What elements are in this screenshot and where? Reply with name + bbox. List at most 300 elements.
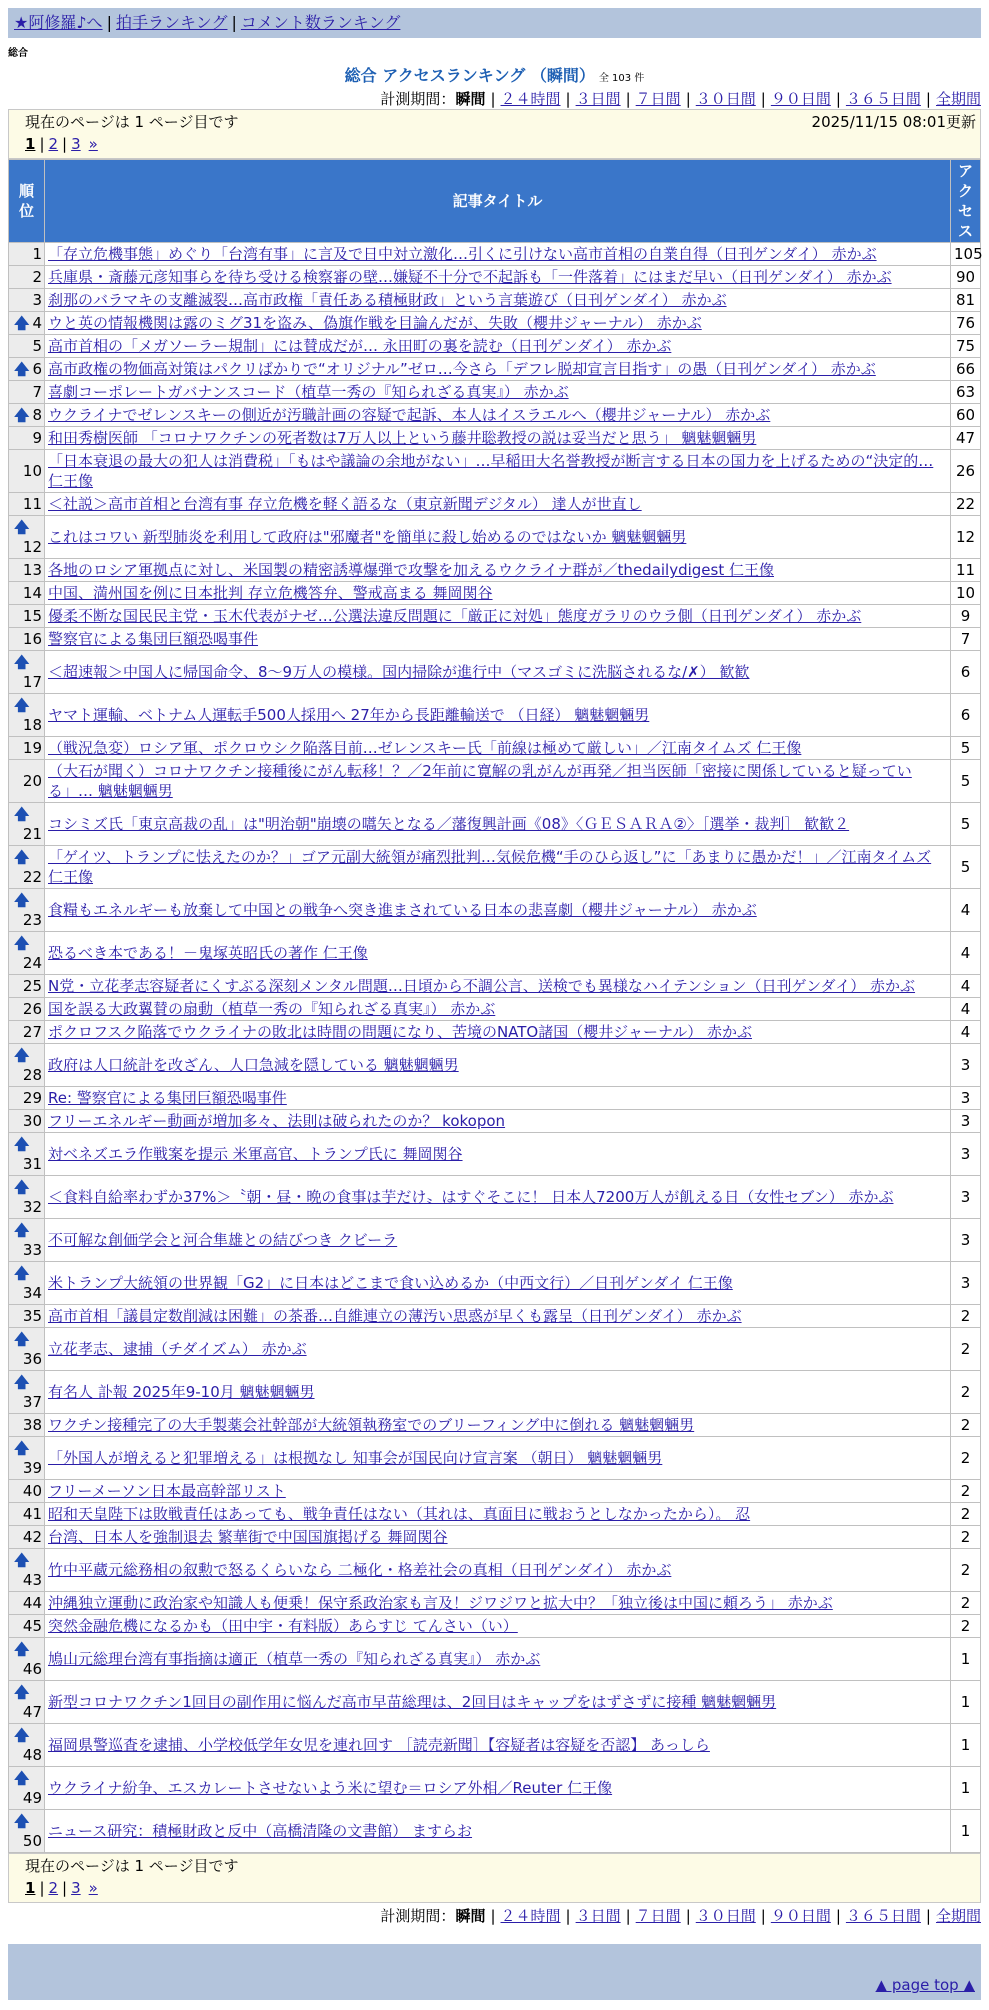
table-row — [9, 335, 981, 358]
access-count: 4 — [951, 975, 981, 998]
period-selector — [8, 89, 981, 109]
article-link[interactable]: ウクライナでゼレンスキーの側近が汚職計画の容疑で起訴、本人はイスラエルへ（櫻井ジャーナル） 赤かぶ — [48, 406, 771, 424]
rank-number: 23 — [22, 911, 42, 929]
rank-number: 36 — [22, 1350, 42, 1368]
nav-separator: | — [231, 13, 237, 32]
access-count: 5 — [951, 803, 981, 846]
access-count: 11 — [951, 559, 981, 582]
access-count: 10 — [951, 582, 981, 605]
title-cell — [45, 1503, 951, 1526]
pager — [25, 134, 976, 154]
access-count: 22 — [951, 493, 981, 516]
home-link[interactable]: ★阿修羅♪へ — [14, 13, 103, 32]
updated-timestamp: 2025/11/15 08:01更新 — [811, 113, 976, 131]
rank-cell — [9, 605, 45, 628]
period-link[interactable]: ９０日間 — [770, 90, 831, 108]
rank-header: 順位 — [9, 160, 45, 243]
up-arrow-icon: 🡅 — [14, 1439, 30, 1457]
title-cell — [45, 628, 951, 651]
rank-number: 18 — [22, 716, 42, 734]
article-link[interactable]: 「ゲイツ、トランプに怯えたのか？」ゴア元副大統領が痛烈批判…気候危機“手のひら返し”に「あまりに愚かだ！」／江南タイムズ 仁王像 — [48, 848, 932, 886]
table-row — [9, 1305, 981, 1328]
rank-number: 20 — [22, 772, 42, 790]
article-link[interactable]: ポクロフスク陥落でウクライナの敗北は時間の問題になり、苦境のNATO諸国（櫻井ジャーナル） 赤かぶ — [48, 1023, 752, 1041]
article-link[interactable]: （戦況急変）ロシア軍、ポクロウシク陥落目前…ゼレンスキー氏「前線は極めて厳しい」／江南タイムズ 仁王像 — [48, 739, 802, 757]
up-arrow-icon: 🡅 — [14, 406, 30, 424]
access-count: 1 — [951, 1810, 981, 1853]
title-cell — [45, 1681, 951, 1724]
access-count: 9 — [951, 605, 981, 628]
article-link[interactable]: 兵庫県・斎藤元彦知事らを待ち受ける検察審の壁…嫌疑不十分で不起訴も「一件落着」にはまだ早い（日刊ゲンダイ） 赤かぶ — [48, 268, 892, 286]
rank-number: 8 — [32, 406, 42, 424]
table-row — [9, 266, 981, 289]
access-count: 1 — [951, 1638, 981, 1681]
rank-cell — [9, 1087, 45, 1110]
up-arrow-icon: 🡅 — [14, 518, 30, 536]
rank-number: 14 — [22, 584, 42, 602]
article-link[interactable]: 竹中平蔵元総務相の叙勲で怒るくらいなら 二極化・格差社会の真相（日刊ゲンダイ） 赤かぶ — [48, 1561, 672, 1579]
title-cell — [45, 1480, 951, 1503]
article-link[interactable]: 立花孝志、逮捕（チダイズム） 赤かぶ — [48, 1340, 307, 1358]
article-link[interactable]: 沖縄独立運動に政治家や知識人も便乗！保守系政治家も言及！ジワジワと拡大中？「独立後は中国に頼ろう」 赤かぶ — [48, 1594, 833, 1612]
pager-page-link[interactable]: 2 — [48, 135, 59, 153]
period-separator: | — [625, 90, 631, 108]
title-cell — [45, 1767, 951, 1810]
article-link[interactable]: 食糧もエネルギーも放棄して中国との戦争へ突き進まされている日本の悲喜劇（櫻井ジャーナル） 赤かぶ — [48, 901, 757, 919]
rank-number: 40 — [22, 1482, 42, 1500]
rank-cell — [9, 803, 45, 846]
period-link[interactable]: ３０日間 — [695, 1907, 756, 1925]
pagination-box — [8, 109, 981, 159]
article-link[interactable]: 突然金融危機になるかも（田中宇・有料版）あらすじ てんさい（い） — [48, 1617, 518, 1635]
rank-cell — [9, 516, 45, 559]
period-current: 瞬間 — [455, 1907, 486, 1925]
title-cell — [45, 404, 951, 427]
period-separator: | — [760, 90, 766, 108]
rank-number: 1 — [32, 245, 42, 263]
rank-number: 30 — [22, 1112, 42, 1130]
access-count: 2 — [951, 1592, 981, 1615]
title-cell — [45, 1021, 951, 1044]
up-arrow-icon: 🡅 — [14, 1640, 30, 1658]
rank-cell — [9, 1305, 45, 1328]
access-count: 47 — [951, 427, 981, 450]
table-row — [9, 1767, 981, 1810]
article-link[interactable]: 政府は人口統計を改ざん、人口急減を隠している 魑魅魍魎男 — [48, 1056, 459, 1074]
article-link[interactable]: 米トランプ大統領の世界観「G2」に日本はどこまで食い込めるか（中西文行）／日刊ゲンダイ 仁王像 — [48, 1274, 733, 1292]
article-link[interactable]: ＜社説＞高市首相と台湾有事 存立危機を軽く語るな（東京新聞デジタル） 達人が世直し — [48, 495, 642, 513]
article-link[interactable]: 刹那のバラマキの支離滅裂…高市政権「責任ある積極財政」という言葉遊び（日刊ゲンダイ） 赤かぶ — [48, 291, 727, 309]
pager-next-link[interactable]: » — [88, 1879, 98, 1897]
article-link[interactable]: （大石が聞く）コロナワクチン接種後にがん転移！？／2年前に寛解の乳がんが再発／担当医師「密接に関係していると疑っている」… 魑魅魍魎男 — [48, 762, 912, 800]
rank-cell — [9, 1219, 45, 1262]
table-row — [9, 1526, 981, 1549]
title-cell — [45, 1810, 951, 1853]
rank-cell — [9, 975, 45, 998]
rank-number: 45 — [22, 1617, 42, 1635]
pager-page-link[interactable]: 3 — [71, 1879, 81, 1897]
article-link[interactable]: ウクライナ紛争、エスカレートさせないよう米に望む＝ロシア外相／Reuter 仁王像 — [48, 1779, 613, 1797]
table-row — [9, 1176, 981, 1219]
title-cell — [45, 1638, 951, 1681]
rank-cell — [9, 1021, 45, 1044]
up-arrow-icon: 🡅 — [14, 1812, 30, 1830]
article-link[interactable]: 高市首相の「メガソーラー規制」には賛成だが… 永田町の裏を読む（日刊ゲンダイ） 赤かぶ — [48, 337, 672, 355]
article-link[interactable]: これはコワい 新型肺炎を利用して政府は"邪魔者"を簡単に殺し始めるのではないか 魑魅魍魎男 — [48, 528, 687, 546]
rank-cell — [9, 1437, 45, 1480]
rank-cell — [9, 312, 45, 335]
title-cell — [45, 1549, 951, 1592]
period-separator: | — [835, 1907, 841, 1925]
period-link[interactable]: ３日間 — [575, 90, 621, 108]
rank-cell — [9, 1724, 45, 1767]
table-row — [9, 516, 981, 559]
current-page-text: 現在のページは 1 ページ目です — [25, 1857, 239, 1875]
up-arrow-icon: 🡅 — [14, 1769, 30, 1787]
up-arrow-icon: 🡅 — [14, 805, 30, 823]
rank-cell — [9, 1414, 45, 1437]
table-row — [9, 975, 981, 998]
rank-number: 39 — [22, 1459, 42, 1477]
title-cell — [45, 737, 951, 760]
title-cell — [45, 450, 951, 493]
rank-cell — [9, 998, 45, 1021]
table-row — [9, 381, 981, 404]
rank-cell — [9, 651, 45, 694]
access-count: 4 — [951, 998, 981, 1021]
pager-current-page: 1 — [25, 1879, 36, 1897]
title-cell — [45, 1262, 951, 1305]
title-cell — [45, 289, 951, 312]
pagination-box-bottom — [8, 1853, 981, 1903]
article-link[interactable]: 有名人 訃報 2025年9-10月 魑魅魍魎男 — [48, 1383, 315, 1401]
up-arrow-icon: 🡅 — [14, 360, 30, 378]
access-count: 4 — [951, 1021, 981, 1044]
pager-page-link[interactable]: 2 — [48, 1879, 59, 1897]
access-count: 4 — [951, 889, 981, 932]
page-title-text: 総合 アクセスランキング （瞬間） — [344, 66, 595, 85]
table-row — [9, 1371, 981, 1414]
rank-number: 50 — [22, 1832, 42, 1850]
rank-cell — [9, 932, 45, 975]
rank-cell — [9, 889, 45, 932]
table-row — [9, 932, 981, 975]
title-cell — [45, 694, 951, 737]
table-row — [9, 803, 981, 846]
article-link[interactable]: コシミズ氏「東京高裁の乱」は"明治朝"崩壊の嚆矢となる／藩復興計画《08》〈ＧＥＳＡＲＡ②〉［選挙・裁判］ 歓歓２ — [48, 815, 850, 833]
nav-separator: | — [106, 13, 112, 32]
title-cell — [45, 1176, 951, 1219]
article-link[interactable]: Re: 警察官による集団巨額恐喝事件 — [48, 1089, 287, 1107]
table-row — [9, 358, 981, 381]
article-link[interactable]: 国を誤る大政翼賛の扇動（植草一秀の『知られざる真実』） 赤かぶ — [48, 1000, 496, 1018]
table-row — [9, 559, 981, 582]
article-link[interactable]: 昭和天皇陛下は敗戦責任はあっても、戦争責任はない（其れは、真面目に戦おうとしなかったから）。 忍 — [48, 1505, 751, 1523]
clap-ranking-link[interactable]: 拍手ランキング — [115, 13, 228, 32]
table-row — [9, 289, 981, 312]
article-link[interactable]: ワクチン接種完了の大手製薬会社幹部が大統領執務室でのブリーフィング中に倒れる 魑魅魍魎男 — [48, 1416, 695, 1434]
period-link[interactable]: ３６５日間 — [845, 90, 921, 108]
title-header: 記事タイトル — [45, 160, 951, 243]
access-count: 3 — [951, 1087, 981, 1110]
access-count: 66 — [951, 358, 981, 381]
rank-number: 13 — [22, 561, 42, 579]
up-arrow-icon: 🡅 — [14, 1264, 30, 1282]
period-link[interactable]: 全期間 — [935, 90, 981, 108]
rank-cell — [9, 1767, 45, 1810]
rank-cell — [9, 846, 45, 889]
article-link[interactable]: 各地のロシア軍拠点に対し、米国製の精密誘導爆弾で攻撃を加えるウクライナ群が／thedailydigest 仁王像 — [48, 561, 774, 579]
access-count: 12 — [951, 516, 981, 559]
rank-number: 10 — [22, 462, 42, 480]
access-count: 5 — [951, 846, 981, 889]
article-link[interactable]: 「日本衰退の最大の犯人は消費税」「もはや議論の余地がない」…早稲田大名誉教授が断言する日本の国力を上げるための“決定的… 仁王像 — [48, 452, 934, 490]
page-title — [0, 63, 989, 86]
up-arrow-icon: 🡅 — [14, 1726, 30, 1744]
article-link[interactable]: 不可解な創価学会と河合隼雄との結びつき クビーラ — [48, 1231, 398, 1249]
rank-cell — [9, 381, 45, 404]
rank-number: 9 — [32, 429, 42, 447]
period-link[interactable]: ２４時間 — [500, 1907, 561, 1925]
title-cell — [45, 803, 951, 846]
article-link[interactable]: 和田秀樹医師 「コロナワクチンの死者数は7万人以上という藤井聡教授の説は妥当だと思う」 魑魅魍魎男 — [48, 429, 757, 447]
access-count: 5 — [951, 760, 981, 803]
title-cell — [45, 605, 951, 628]
pager-page-link[interactable]: 3 — [71, 135, 81, 153]
title-cell — [45, 381, 951, 404]
access-count: 3 — [951, 1262, 981, 1305]
up-arrow-icon: 🡅 — [14, 1046, 30, 1064]
up-arrow-icon: 🡅 — [14, 934, 30, 952]
access-count: 3 — [951, 1110, 981, 1133]
footer — [8, 1974, 981, 2000]
rank-number: 11 — [22, 495, 42, 513]
rank-number: 15 — [22, 607, 42, 625]
period-separator: | — [685, 1907, 691, 1925]
table-row — [9, 889, 981, 932]
period-separator: | — [760, 1907, 766, 1925]
table-row — [9, 651, 981, 694]
up-arrow-icon: 🡅 — [14, 314, 30, 332]
up-arrow-icon: 🡅 — [14, 1683, 30, 1701]
rank-number: 31 — [22, 1155, 42, 1173]
pager-next-link[interactable]: » — [88, 135, 98, 153]
rank-number: 2 — [32, 268, 42, 286]
period-link[interactable]: ９０日間 — [770, 1907, 831, 1925]
title-cell — [45, 932, 951, 975]
table-row — [9, 846, 981, 889]
table-row — [9, 1110, 981, 1133]
rank-number: 4 — [32, 314, 42, 332]
table-row — [9, 1480, 981, 1503]
article-link[interactable]: 優柔不断な国民民主党・玉木代表がナゼ…公選法違反問題に「厳正に対処」態度ガラリのウラ側（日刊ゲンダイ） 赤かぶ — [48, 607, 862, 625]
rank-cell — [9, 1328, 45, 1371]
table-row — [9, 1133, 981, 1176]
rank-number: 21 — [22, 825, 42, 843]
table-row — [9, 1087, 981, 1110]
article-link[interactable]: 「存立危機事態」めぐり「台湾有事」に言及で日中対立激化…引くに引けない高市首相の自業自得（日刊ゲンダイ） 赤かぶ — [48, 245, 877, 263]
title-cell — [45, 1219, 951, 1262]
period-link[interactable]: ２４時間 — [500, 90, 561, 108]
access-count: 5 — [951, 737, 981, 760]
title-cell — [45, 335, 951, 358]
access-count: 81 — [951, 289, 981, 312]
table-row — [9, 1437, 981, 1480]
article-link[interactable]: N党・立花孝志容疑者にくすぶる深刻メンタル問題…日頃から不調公言、送検でも異様なハイテンション（日刊ゲンダイ） 赤かぶ — [48, 977, 916, 995]
access-count: 2 — [951, 1503, 981, 1526]
comment-ranking-link[interactable]: コメント数ランキング — [240, 13, 401, 32]
access-count: 7 — [951, 628, 981, 651]
article-link[interactable]: フリーエネルギー動画が増加多々、法則は破られたのか？ kokopon — [48, 1112, 506, 1130]
rank-number: 38 — [22, 1416, 42, 1434]
rank-number: 35 — [22, 1307, 42, 1325]
access-count: 63 — [951, 381, 981, 404]
rank-number: 16 — [22, 630, 42, 648]
period-link[interactable]: 全期間 — [935, 1907, 981, 1925]
access-count: 2 — [951, 1305, 981, 1328]
title-cell — [45, 266, 951, 289]
article-link[interactable]: ニュース研究：積極財政と反中（高橋清隆の文書館） ますらお — [48, 1822, 473, 1840]
rank-cell — [9, 1371, 45, 1414]
rank-number: 12 — [22, 538, 42, 556]
rank-cell — [9, 243, 45, 266]
access-count: 6 — [951, 694, 981, 737]
article-link[interactable]: 対ベネズエラ作戦案を提示 米軍高官、トランプ氏に 舞岡関谷 — [48, 1145, 463, 1163]
rank-cell — [9, 1133, 45, 1176]
access-count: 75 — [951, 335, 981, 358]
rank-number: 25 — [22, 977, 42, 995]
access-count: 76 — [951, 312, 981, 335]
article-link[interactable]: 恐るべき本である！－鬼塚英昭氏の著作 仁王像 — [48, 944, 368, 962]
title-cell — [45, 975, 951, 998]
access-count: 2 — [951, 1437, 981, 1480]
table-row — [9, 1592, 981, 1615]
article-link[interactable]: ウと英の情報機関は露のミグ31を盗み、偽旗作戦を目論んだが、失敗（櫻井ジャーナル） 赤かぶ — [48, 314, 702, 332]
rank-number: 27 — [22, 1023, 42, 1041]
period-separator: | — [925, 1907, 931, 1925]
article-link[interactable]: フリーメーソン日本最高幹部リスト — [48, 1482, 286, 1500]
table-row — [9, 760, 981, 803]
access-count: 3 — [951, 1219, 981, 1262]
article-link[interactable]: ＜超速報＞中国人に帰国命令、8～9万人の模様。国内掃除が進行中（マスゴミに洗脳されるな/✗） 歓歓 — [48, 663, 750, 681]
rank-number: 29 — [22, 1089, 42, 1107]
article-link[interactable]: 高市政権の物価高対策はパクリばかりで“オリジナル”ゼロ…今さら「デフレ脱却宣言目指す」の愚（日刊ゲンダイ） 赤かぶ — [48, 360, 876, 378]
title-cell — [45, 651, 951, 694]
period-label: 計測期間： — [380, 90, 456, 108]
page-top-link[interactable]: ▲ page top ▲ — [875, 1976, 975, 1994]
up-arrow-icon: 🡅 — [14, 1330, 30, 1348]
period-link[interactable]: ７日間 — [635, 90, 681, 108]
rank-cell — [9, 1681, 45, 1724]
access-count: 1 — [951, 1724, 981, 1767]
period-link[interactable]: ３０日間 — [695, 90, 756, 108]
title-cell — [45, 1437, 951, 1480]
period-current: 瞬間 — [455, 90, 486, 108]
access-count: 3 — [951, 1133, 981, 1176]
title-cell — [45, 1592, 951, 1615]
up-arrow-icon: 🡅 — [14, 848, 30, 866]
pager-separator: | — [39, 135, 45, 153]
rank-cell — [9, 427, 45, 450]
rank-number: 26 — [22, 1000, 42, 1018]
period-separator: | — [925, 90, 931, 108]
table-row — [9, 493, 981, 516]
rank-cell — [9, 404, 45, 427]
title-cell — [45, 1414, 951, 1437]
pager-separator: | — [62, 1879, 68, 1897]
rank-cell — [9, 1503, 45, 1526]
table-row — [9, 1724, 981, 1767]
rank-number: 48 — [22, 1746, 42, 1764]
table-row — [9, 450, 981, 493]
title-cell — [45, 493, 951, 516]
rank-cell — [9, 1549, 45, 1592]
access-count: 90 — [951, 266, 981, 289]
title-cell — [45, 358, 951, 381]
access-count: 1 — [951, 1681, 981, 1724]
title-cell — [45, 1724, 951, 1767]
article-link[interactable]: 喜劇コーポレートガバナンスコード（植草一秀の『知られざる真実』） 赤かぶ — [48, 383, 569, 401]
pager — [25, 1878, 976, 1898]
rank-number: 19 — [22, 739, 42, 757]
rank-number: 49 — [22, 1789, 42, 1807]
title-cell — [45, 559, 951, 582]
rank-number: 3 — [32, 291, 42, 309]
table-row — [9, 243, 981, 266]
table-row — [9, 737, 981, 760]
table-row — [9, 1328, 981, 1371]
article-link[interactable]: 福岡県警巡査を逮捕、小学校低学年女児を連れ回す ［読売新聞］【容疑者は容疑を否認】 あっしら — [48, 1736, 710, 1754]
article-link[interactable]: 高市首相「議員定数削減は困難」の茶番…自維連立の薄汚い思惑が早くも露呈（日刊ゲンダイ） 赤かぶ — [48, 1307, 742, 1325]
period-link[interactable]: ７日間 — [635, 1907, 681, 1925]
current-page-text: 現在のページは 1 ページ目です — [25, 113, 239, 131]
rank-number: 43 — [22, 1571, 42, 1589]
access-count: 3 — [951, 1044, 981, 1087]
table-row — [9, 605, 981, 628]
period-separator: | — [565, 90, 571, 108]
article-link[interactable]: 鳩山元総理台湾有事指摘は適正（植草一秀の『知られざる真実』） 赤かぶ — [48, 1650, 541, 1668]
table-row — [9, 1021, 981, 1044]
title-cell — [45, 1371, 951, 1414]
article-link[interactable]: 台湾、日本人を強制退去 繁華街で中国国旗掲げる 舞岡関谷 — [48, 1528, 448, 1546]
access-count: 6 — [951, 651, 981, 694]
article-link[interactable]: 新型コロナワクチン1回目の副作用に悩んだ高市早苗総理は、2回目はキャップをはずさずに接種 魑魅魍魎男 — [48, 1693, 777, 1711]
rank-number: 34 — [22, 1284, 42, 1302]
rank-cell — [9, 1810, 45, 1853]
rank-number: 47 — [22, 1703, 42, 1721]
up-arrow-icon: 🡅 — [14, 1551, 30, 1569]
article-link[interactable]: 「外国人が増えると犯罪増える」は根拠なし 知事会が国民向け宣言案 （朝日） 魑魅魍魎男 — [48, 1449, 663, 1467]
article-link[interactable]: 警察官による集団巨額恐喝事件 — [48, 630, 259, 648]
period-link[interactable]: ３日間 — [575, 1907, 621, 1925]
access-count: 105 — [951, 243, 981, 266]
access-count: 2 — [951, 1480, 981, 1503]
rank-cell — [9, 335, 45, 358]
article-link[interactable]: ヤマト運輸、ベトナム人運転手500人採用へ 27年から長距離輸送で （日経） 魑魅魍魎男 — [48, 706, 650, 724]
rank-number: 17 — [22, 673, 42, 691]
period-label: 計測期間： — [380, 1907, 456, 1925]
up-arrow-icon: 🡅 — [14, 1135, 30, 1153]
table-row — [9, 1503, 981, 1526]
up-arrow-icon: 🡅 — [14, 696, 30, 714]
title-cell — [45, 1110, 951, 1133]
period-separator: | — [490, 90, 496, 108]
period-link[interactable]: ３６５日間 — [845, 1907, 921, 1925]
table-row — [9, 1810, 981, 1853]
article-link[interactable]: ＜食料自給率わずか37%＞〝朝・昼・晩の食事は芋だけ〟はすぐそこに！ 日本人7200万人が飢える日（女性セブン） 赤かぶ — [48, 1188, 894, 1206]
article-link[interactable]: 中国、満州国を例に日本批判 存立危機答弁、警戒高まる 舞岡関谷 — [48, 584, 493, 602]
rank-cell — [9, 1110, 45, 1133]
